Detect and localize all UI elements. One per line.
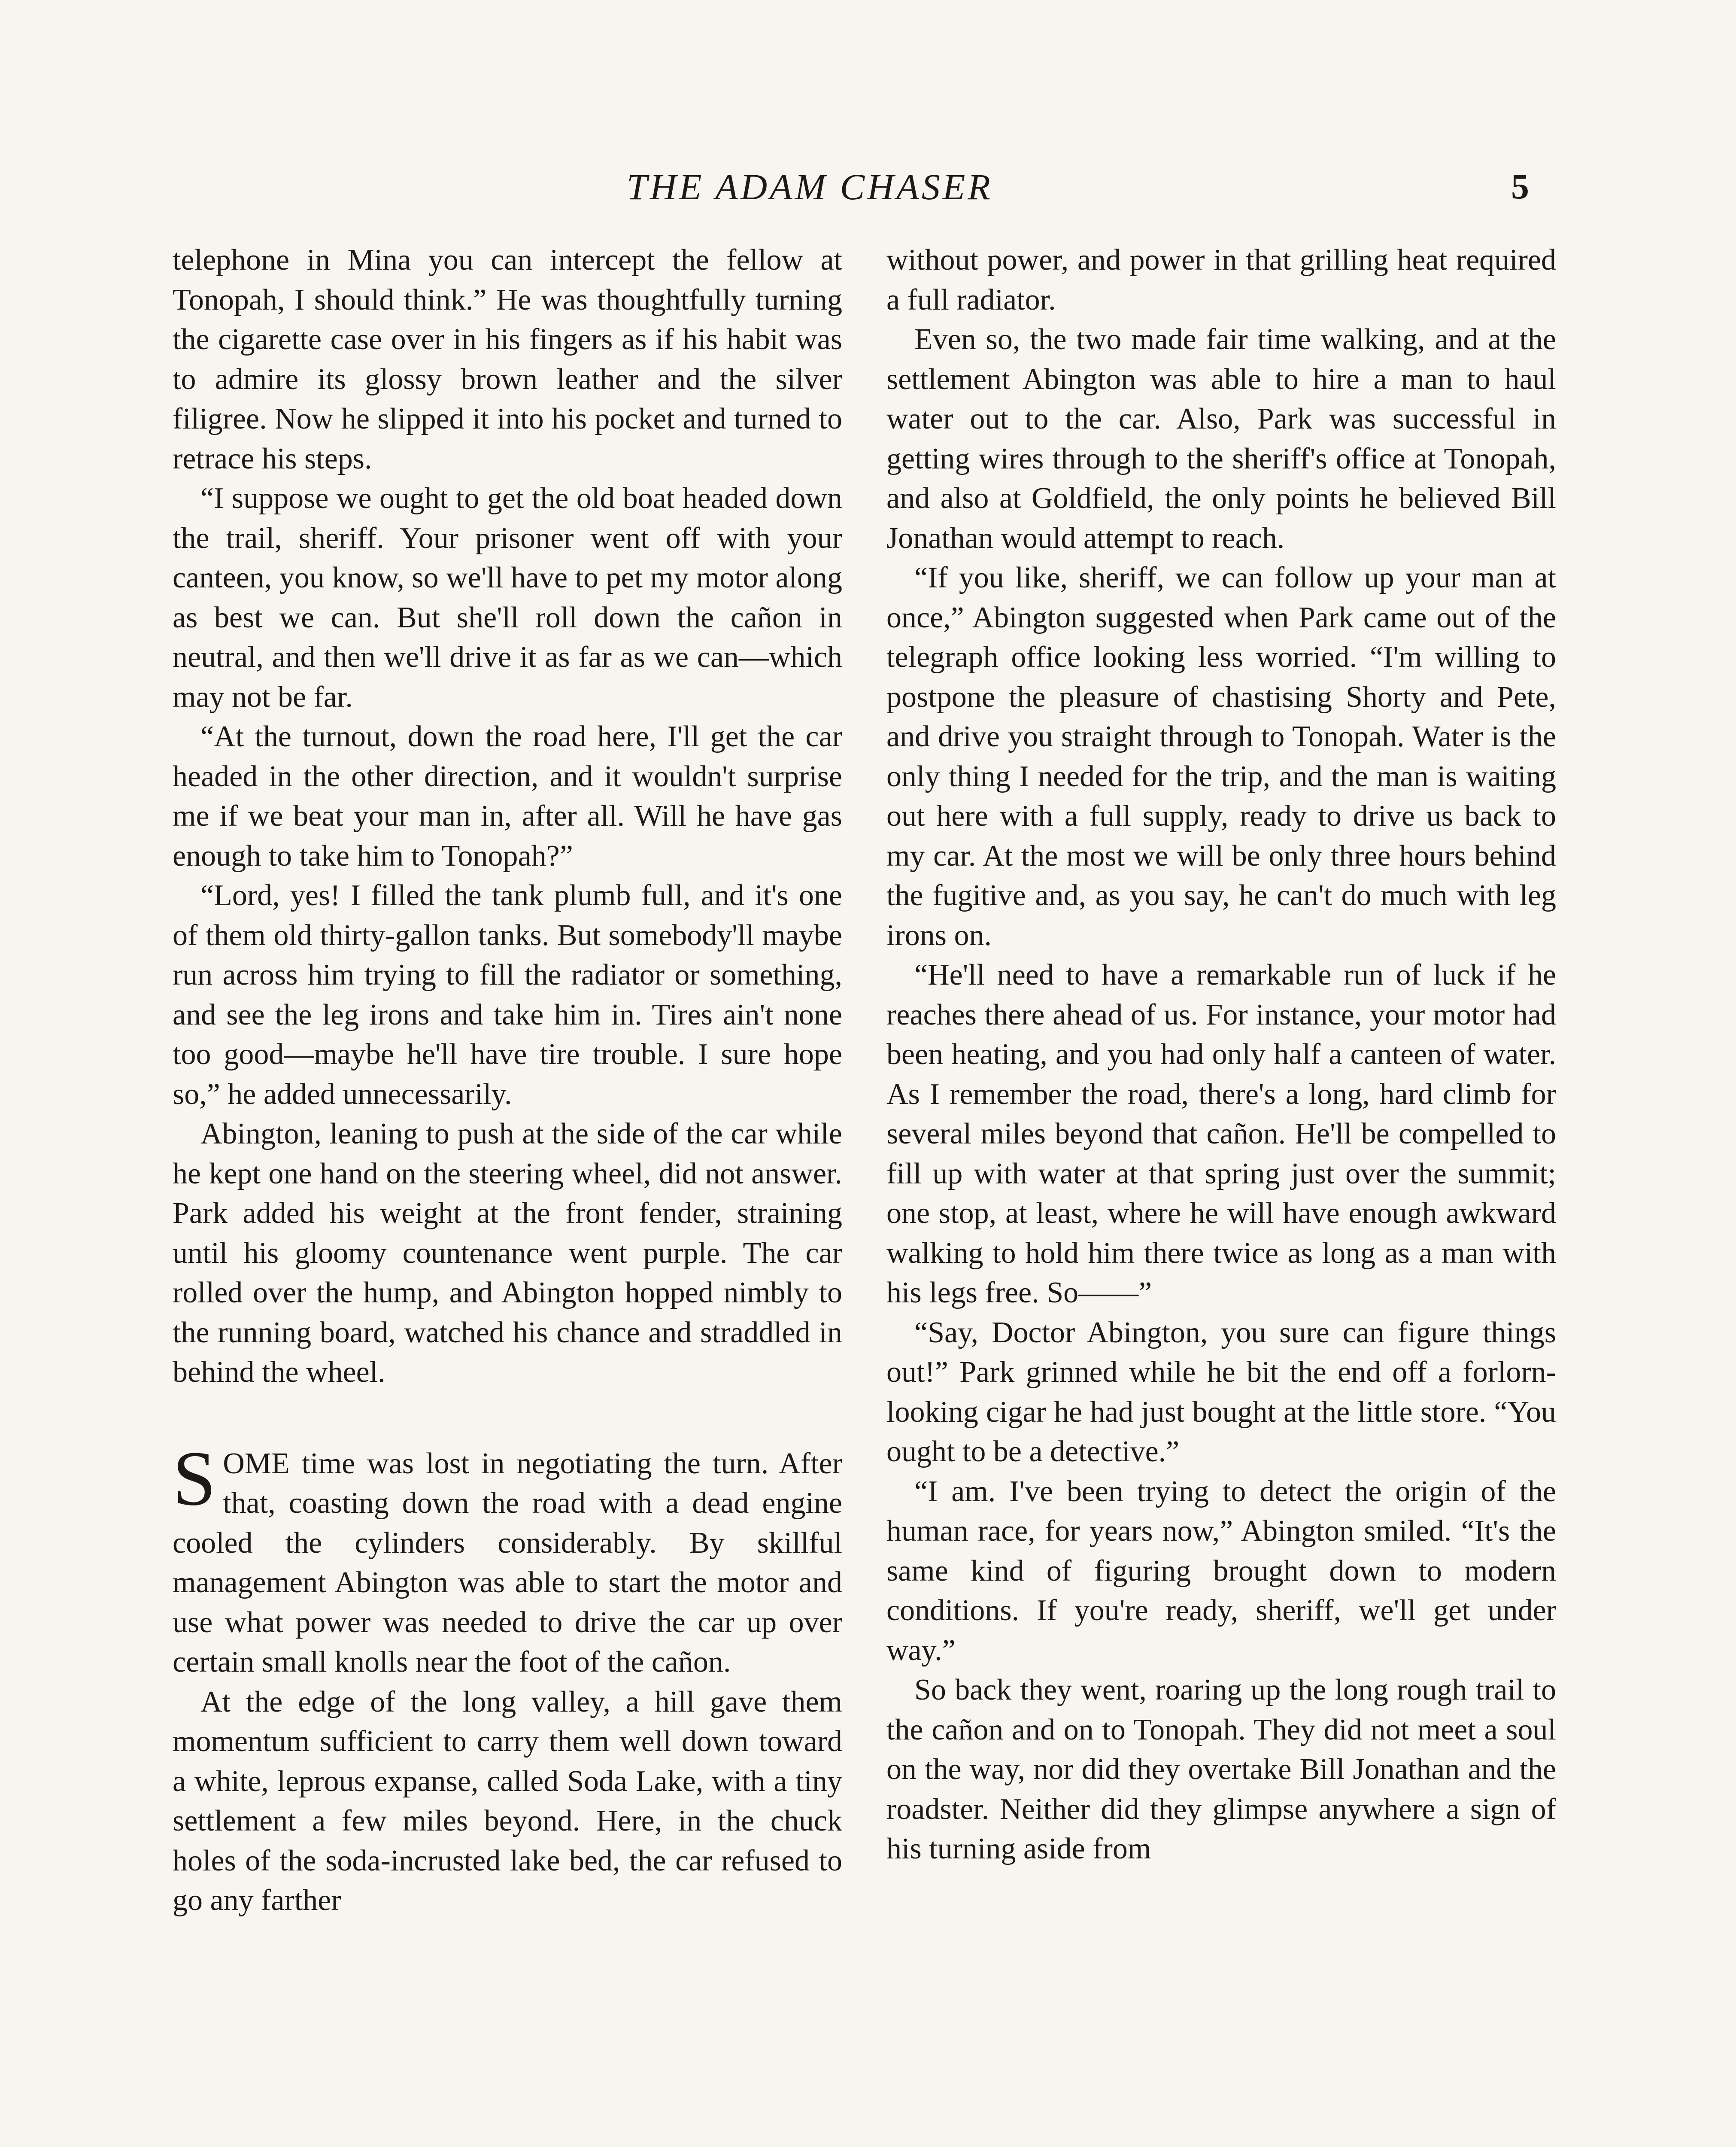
paragraph: telephone in Mina you can intercept the fellow at Tonopah, I should think.” He was thoughtfully turning the cigarette case over in his fingers as if his habit was to admire its glossy brown leather and the silver filigree. Now he slipped it into his pocket and turned to retrace his steps. [173, 243, 842, 475]
paragraph: “If you like, sheriff, we can follow up your man at once,” Abington suggested when Park came out of the telegraph office looking less worried. “I'm willing to postpone the pleasure of chastising Shorty and Pete, and drive you straight through to Tonopah. Water is the only thing I needed for the trip, and the man is waiting out here with a full supply, ready to drive us back to my car. At the most we will be only three hours behind the fugitive and, as you say, he can't do much with leg irons on. [886, 561, 1556, 952]
section-first-text: OME time was lost in negotiating the turn. After that, coasting down the road with a dead engine cooled the cylinders considerably. By skillful management Abington was able to start the motor and use what power was needed to drive the car up over certain small knolls near the foot of the cañon. [173, 1447, 842, 1679]
paragraph: Even so, the two made fair time walking, and at the settlement Abington was able to hire a man to haul water out to the car. Also, Park was successful in getting wires through to the sheriff's office at Tonopah, and also at Goldfield, the only points he believed Bill Jonathan would attempt to reach. [886, 323, 1556, 555]
paragraph: “I am. I've been trying to detect the origin of the human race, for years now,” Abington smiled. “It's the same kind of figuring brought down to modern conditions. If you're ready, sheriff, we'll get under way.” [886, 1475, 1556, 1667]
page-number: 5 [1511, 167, 1529, 207]
page-header [0, 159, 1736, 215]
paragraph: “Say, Doctor Abington, you sure can figure things out!” Park grinned while he bit the end off a forlorn-looking cigar he had just bought at the little store. “You ought to be a detective.” [886, 1316, 1556, 1468]
section-start-paragraph [173, 1435, 842, 1682]
paragraph: “At the turnout, down the road here, I'll get the car headed in the other direction, and it wouldn't surprise me if we beat your man in, after all. Will he have gas enough to take him to Tonopah?” [173, 720, 842, 873]
paragraph: without power, and power in that grilling heat required a full radiator. [886, 243, 1556, 316]
paragraph: “I suppose we ought to get the old boat headed down the trail, sheriff. Your prisoner went off with your canteen, you know, so we'll have to pet my motor along as best we can. But she'll roll down the cañon in neutral, and then we'll drive it as far as we can—which may not be far. [173, 482, 842, 714]
paragraph: “Lord, yes! I filled the tank plumb full, and it's one of them old thirty-gallon tanks. But somebody'll maybe run across him trying to fill the radiator or something, and see the leg irons and take him in. Tires ain't none too good—maybe he'll have tire trouble. I sure hope so,” he added unnecessarily. [173, 879, 842, 1111]
right-column [886, 240, 1556, 1869]
paragraph: At the edge of the long valley, a hill gave them momentum sufficient to carry them well down toward a white, leprous expanse, called Soda Lake, with a tiny settlement a few miles beyond. Here, in the chuck holes of the soda-incrusted lake bed, the car refused to go any farther [173, 1685, 842, 1917]
drop-cap: S [173, 1435, 216, 1522]
left-column [173, 240, 842, 1921]
paragraph: Abington, leaning to push at the side of the car while he kept one hand on the steering wheel, did not answer. Park added his weight at the front fender, straining until his gloomy countenance went purple. The car rolled over the hump, and Abington hopped nimbly to the running board, watched his chance and straddled in behind the wheel. [173, 1117, 842, 1389]
paragraph: So back they went, roaring up the long rough trail to the cañon and on to Tonopah. They did not meet a soul on the way, nor did they overtake Bill Jonathan and the roadster. Neither did they glimpse anywhere a sign of his turning aside from [886, 1673, 1556, 1865]
paragraph: “He'll need to have a remarkable run of luck if he reaches there ahead of us. For instance, your motor had been heating, and you had only half a canteen of water. As I remember the road, there's a long, hard climb for several miles beyond that cañon. He'll be compelled to fill up with water at that spring just over the summit; one stop, at least, where he will have enough awkward walking to hold him there twice as long as a man with his legs free. So——” [886, 958, 1556, 1309]
running-title: THE ADAM CHASER [627, 166, 993, 207]
